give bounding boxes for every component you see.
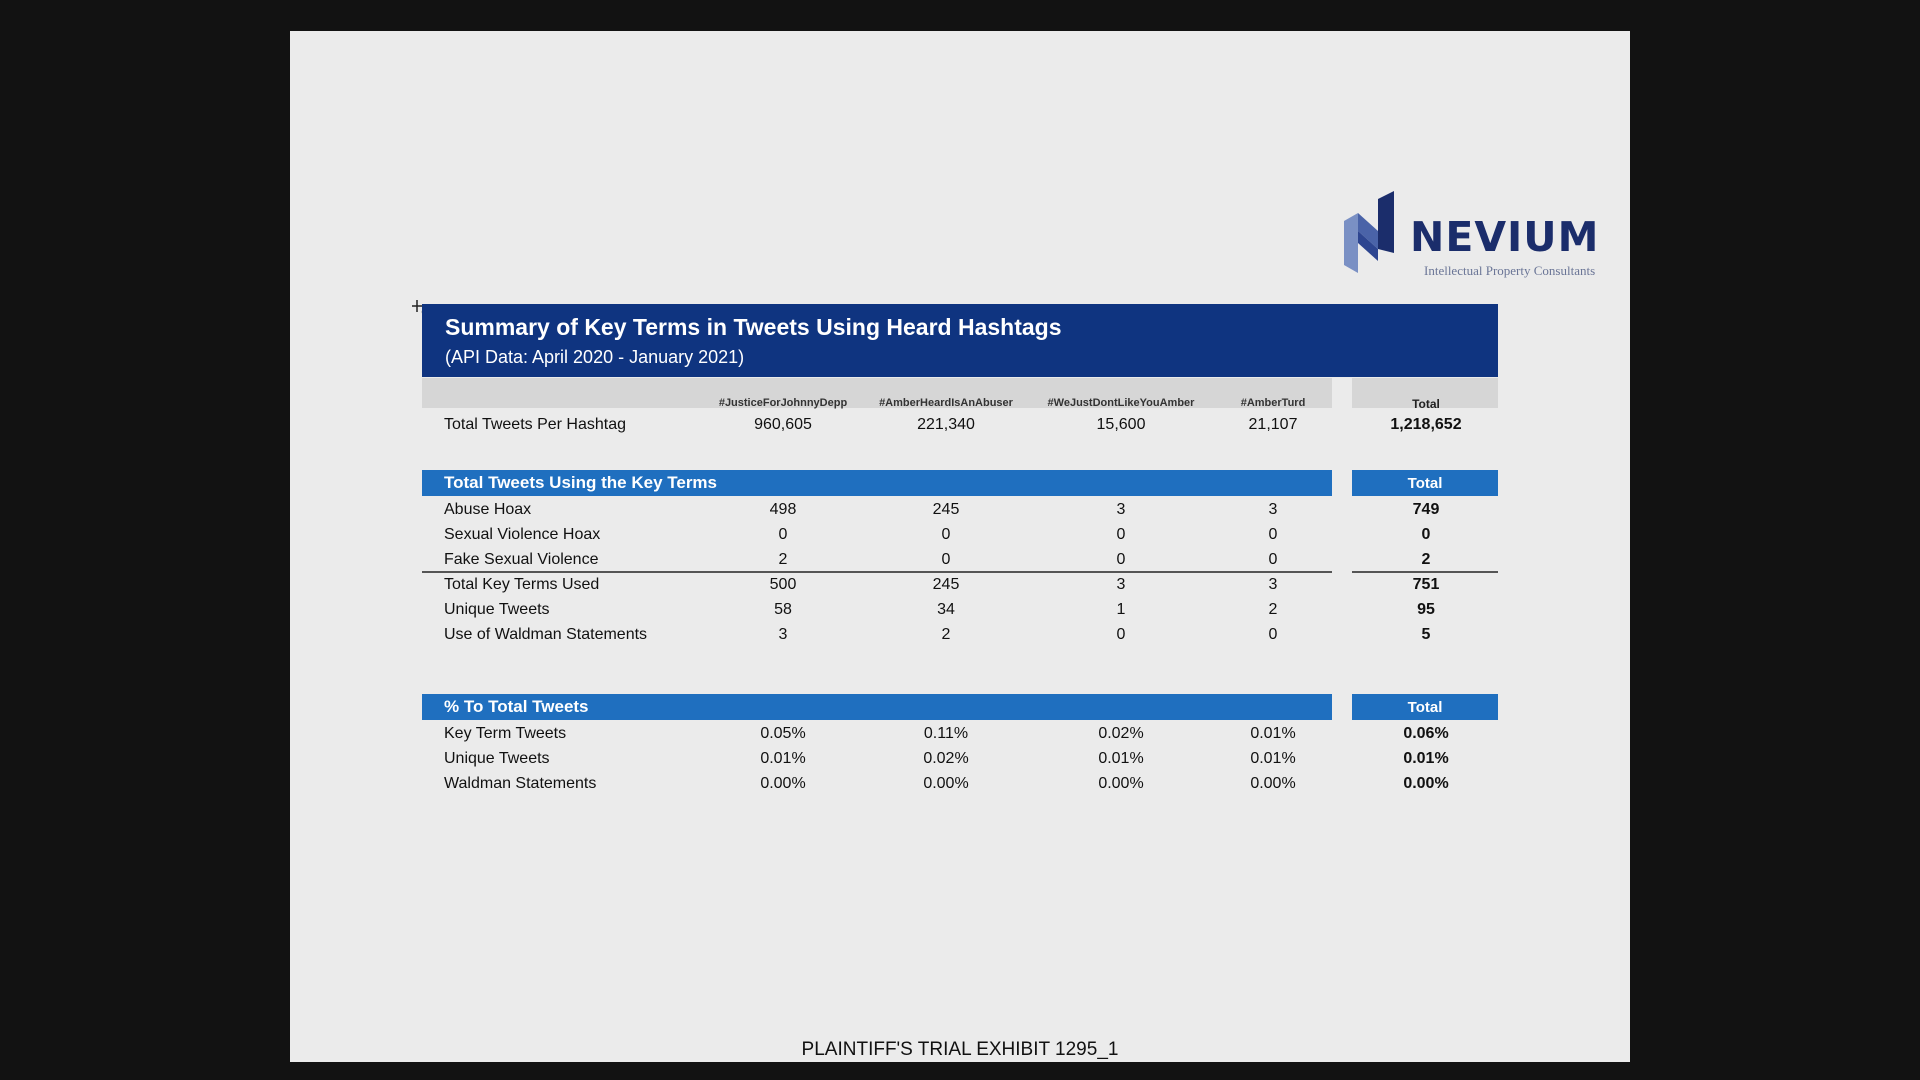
exhibit-slide: [290, 31, 1630, 1062]
table-cell: 0.01%: [1250, 750, 1296, 767]
total-cell: 5: [1421, 626, 1431, 643]
table-cell: 3: [1116, 501, 1126, 518]
total-cell: 95: [1417, 601, 1435, 618]
row-label: Use of Waldman Statements: [444, 626, 648, 643]
row-label: Unique Tweets: [444, 601, 550, 618]
table-cell: 2: [1268, 601, 1278, 618]
table-cell: 15,600: [1096, 416, 1146, 433]
table-cell: 3: [778, 626, 788, 643]
title-banner: [422, 304, 1498, 377]
table-cell: 3: [1116, 576, 1126, 593]
table-divider: [422, 571, 1332, 573]
table-cell: 34: [937, 601, 955, 618]
table-cell: 2: [778, 551, 788, 568]
total-divider: [1352, 571, 1498, 573]
row-label: Total Tweets Per Hashtag: [444, 416, 627, 433]
table-cell: 0: [941, 526, 951, 543]
row-label: Waldman Statements: [444, 775, 597, 792]
total-cell: 2: [1421, 551, 1431, 568]
table-cell: 0.00%: [923, 775, 969, 792]
table-cell: 0: [778, 526, 788, 543]
table-cell: 0: [1116, 551, 1126, 568]
table-cell: 0.02%: [1098, 725, 1144, 742]
row-label: Abuse Hoax: [444, 501, 532, 518]
hashtag-header: #AmberTurd: [1240, 397, 1306, 409]
page-title: Summary of Key Terms in Tweets Using Heard Hashtags: [445, 314, 1062, 340]
percent-total-header: [1352, 694, 1498, 720]
total-column-header: Total: [1412, 397, 1440, 411]
table-cell: 960,605: [754, 416, 812, 433]
section-title: % To Total Tweets: [444, 697, 589, 716]
table-cell: 0.01%: [1250, 725, 1296, 742]
row-label: Key Term Tweets: [444, 725, 567, 742]
table-cell: 0: [1116, 526, 1126, 543]
logo-tagline: Intellectual Property Consultants: [1424, 263, 1596, 278]
percent-section-header: [422, 694, 1332, 720]
total-cell: 751: [1412, 576, 1440, 593]
table-cell: 245: [932, 501, 960, 518]
hashtag-header-band: [422, 378, 1332, 408]
exhibit-label: PLAINTIFF'S TRIAL EXHIBIT 1295_1: [801, 1039, 1119, 1060]
nevium-logo-mark-icon: [1344, 191, 1402, 273]
table-cell: 0.11%: [923, 725, 969, 742]
table-cell: 2: [941, 626, 951, 643]
table-cell: 0.00%: [1098, 775, 1144, 792]
table-cell: 3: [1268, 576, 1278, 593]
total-cell: 0.01%: [1403, 750, 1449, 767]
table-cell: 0: [1268, 526, 1278, 543]
table-cell: 0: [1116, 626, 1126, 643]
table-cell: 221,340: [917, 416, 975, 433]
row-label: Sexual Violence Hoax: [444, 526, 601, 543]
nevium-logo: [1340, 191, 1610, 306]
table-cell: 0: [1268, 626, 1278, 643]
table-cell: 1: [1116, 601, 1126, 618]
table-cell: 21,107: [1248, 416, 1298, 433]
key-terms-section-header: [422, 470, 1332, 496]
row-label: Fake Sexual Violence: [444, 551, 599, 568]
hashtag-header: #AmberHeardIsAnAbuser: [879, 397, 1013, 409]
hashtag-header: #WeJustDontLikeYouAmber: [1047, 397, 1195, 409]
table-cell: 58: [774, 601, 792, 618]
total-cell: 0: [1421, 526, 1431, 543]
section-total-label: Total: [1407, 475, 1443, 492]
page-subtitle: (API Data: April 2020 - January 2021): [445, 347, 745, 367]
table-cell: 500: [769, 576, 797, 593]
table-cell: 0.01%: [760, 750, 806, 767]
table-cell: 0: [1268, 551, 1278, 568]
table-cell: 0.00%: [1250, 775, 1296, 792]
section-total-label: Total: [1407, 699, 1443, 716]
table-cell: 0: [941, 551, 951, 568]
total-cell: 0.00%: [1403, 775, 1449, 792]
table-cell: 3: [1268, 501, 1278, 518]
total-cell: 0.06%: [1403, 725, 1449, 742]
total-cell: 749: [1412, 501, 1440, 518]
table-cell: 0.05%: [760, 725, 806, 742]
hashtag-header: #JusticeForJohnnyDepp: [718, 397, 848, 409]
table-cell: 0.02%: [923, 750, 969, 767]
row-label: Unique Tweets: [444, 750, 550, 767]
table-cell: 0.00%: [760, 775, 806, 792]
table-cell: 498: [769, 501, 797, 518]
table-cell: 245: [932, 576, 960, 593]
key-terms-total-header: [1352, 470, 1498, 496]
total-cell: 1,218,652: [1390, 416, 1462, 433]
row-label: Total Key Terms Used: [444, 576, 600, 593]
table-cell: 0.01%: [1098, 750, 1144, 767]
logo-wordmark: NEVIUM: [1410, 213, 1600, 261]
section-title: Total Tweets Using the Key Terms: [444, 473, 718, 492]
